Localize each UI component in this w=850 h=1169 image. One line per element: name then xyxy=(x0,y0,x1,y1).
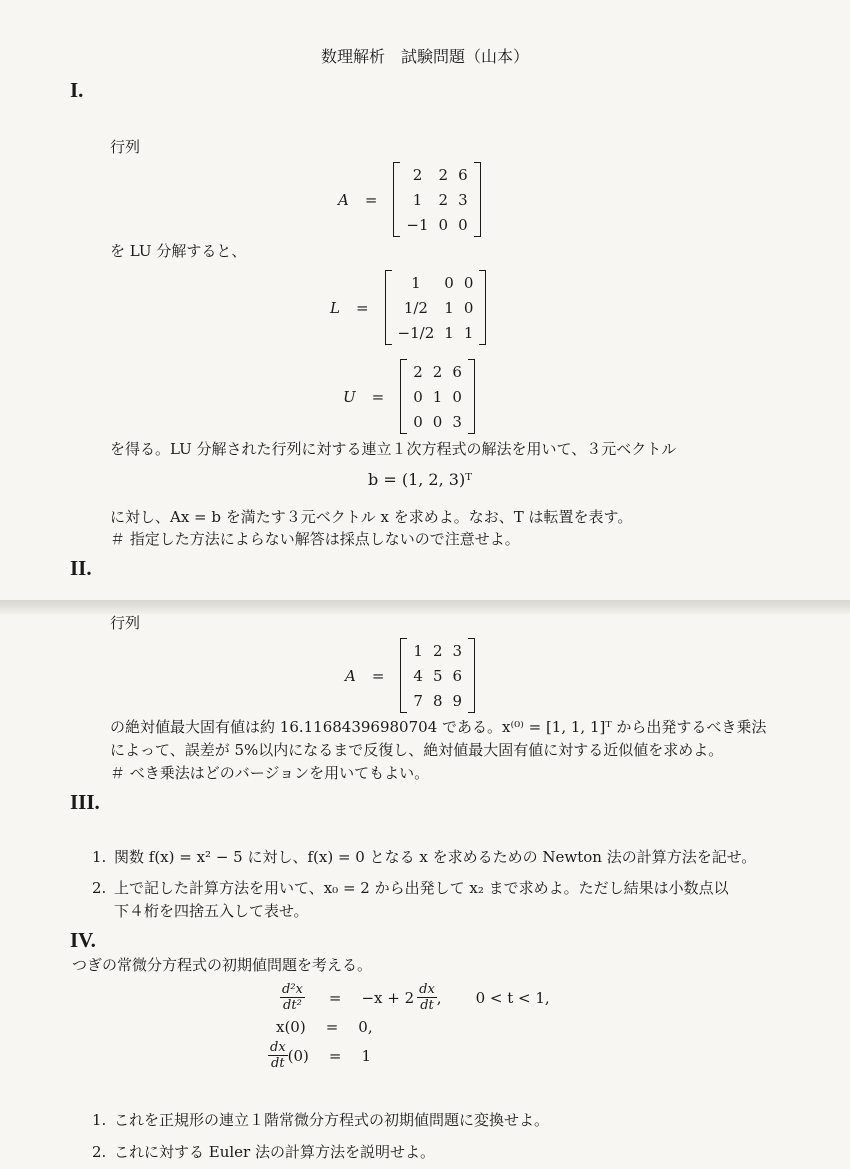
s1-intro: 行列 xyxy=(110,138,141,156)
matrix-cell: 1 xyxy=(412,190,423,209)
matrix-cell: −1/2 xyxy=(397,323,435,342)
vector-b: b = (1, 2, 3)ᵀ xyxy=(368,470,472,489)
s1-text1: を得る。LU 分解された行列に対する連立１次方程式の解法を用いて、３元ベクトル xyxy=(110,440,677,458)
matrix-cell: 1 xyxy=(413,641,423,660)
page-title: 数理解析 試験問題（山本） xyxy=(320,47,529,66)
matrix-cell: 2 xyxy=(412,165,423,184)
matrix-cell: 3 xyxy=(458,190,468,209)
section-label-4: IV. xyxy=(70,928,96,952)
matrix-cell: 0 xyxy=(463,273,474,292)
list-item: 1. これを正規形の連立１階常微分方程式の初期値問題に変換せよ。 xyxy=(92,1111,550,1129)
matrix-cell: 0 xyxy=(432,412,443,431)
s1-text2: に対し、Ax = b を満たす３元ベクトル x を求めよ。なお、T は転置を表す。 xyxy=(110,508,633,526)
s1-mid-text: を LU 分解すると、 xyxy=(110,242,247,260)
matrix-A-2: A = 1 2 3 4 5 6 7 8 9 xyxy=(345,638,475,713)
s2-text1: の絶対値最大固有値は約 16.11684396980704 である。x⁽⁰⁾ = [1, 1, 1]ᵀ から出発するべき乗法 xyxy=(110,718,767,736)
matrix-cell: 2 xyxy=(413,362,423,381)
s1-text3: ＃ 指定した方法によらない解答は採点しないので注意せよ。 xyxy=(110,530,520,548)
matrix-cell: 6 xyxy=(452,666,463,685)
matrix-cell: 6 xyxy=(458,165,468,184)
matrix-cell: 2 xyxy=(438,190,449,209)
matrix-cell: 0 xyxy=(444,273,454,292)
matrix-A-1: A = 2 2 6 1 2 3 −1 0 0 xyxy=(338,162,481,237)
matrix-cell: 8 xyxy=(432,691,443,710)
matrix-cell: 9 xyxy=(452,691,463,710)
initial-condition-x: x(0) = 0, xyxy=(276,1018,373,1036)
matrix-cell: 6 xyxy=(452,362,462,381)
matrix-cell: 0 xyxy=(452,387,462,406)
list-item-continuation: 下４桁を四捨五入して表せ。 xyxy=(114,902,309,920)
matrix-cell: 0 xyxy=(458,215,468,234)
matrix-cell: −1 xyxy=(406,215,429,234)
matrix-U: U = 2 2 6 0 1 0 0 0 3 xyxy=(343,359,475,434)
matrix-cell: 1 xyxy=(411,273,421,292)
matrix-cell: 1 xyxy=(432,387,443,406)
matrix-cell: 1 xyxy=(444,298,454,317)
matrix-cell: 4 xyxy=(413,666,423,685)
matrix-cell: 0 xyxy=(438,215,449,234)
s2-text2: によって、誤差が 5%以内になるまで反復し、絶対値最大固有値に対する近似値を求めよ。 xyxy=(110,741,724,759)
matrix-cell: 2 xyxy=(432,641,443,660)
list-item: 2. これに対する Euler 法の計算方法を説明せよ。 xyxy=(92,1143,435,1161)
s2-intro: 行列 xyxy=(110,614,141,632)
s4-intro: つぎの常微分方程式の初期値問題を考える。 xyxy=(72,956,373,974)
matrix-cell: 0 xyxy=(463,298,474,317)
section-label-1: I. xyxy=(70,78,84,102)
matrix-cell: 0 xyxy=(413,412,423,431)
ode-equation: $\frac{\text{d²x}}{\text{dt²}}$ = −x + 2 $\frac{dx}{dt}$ , 0 < t < 1, xyxy=(282,982,550,1013)
section-label-2: II. xyxy=(70,556,92,580)
matrix-cell: 3 xyxy=(452,412,462,431)
matrix-cell: 1/2 xyxy=(403,298,428,317)
matrix-cell: 7 xyxy=(413,691,423,710)
s2-text3: ＃ べき乗法はどのバージョンを用いてもよい。 xyxy=(110,764,430,782)
matrix-cell: 2 xyxy=(432,362,443,381)
matrix-cell: 5 xyxy=(432,666,443,685)
matrix-cell: 3 xyxy=(452,641,463,660)
matrix-cell: 1 xyxy=(444,323,454,342)
section-label-3: III. xyxy=(70,790,100,814)
matrix-L: L = 1 0 0 1/2 1 0 −1/2 1 1 xyxy=(330,270,486,345)
matrix-cell: 0 xyxy=(413,387,423,406)
matrix-cell: 2 xyxy=(438,165,449,184)
list-item: 1. 関数 f(x) = x² − 5 に対し、f(x) = 0 となる x を求めるための Newton 法の計算方法を記せ。 xyxy=(92,848,757,866)
initial-condition-dx: $\frac{dx}{dt}$ (0) = 1 xyxy=(270,1040,372,1071)
matrix-cell: 1 xyxy=(463,323,474,342)
list-item: 2. 上で記した計算方法を用いて、x₀ = 2 から出発して x₂ まで求めよ。ただし結果は小数点以 xyxy=(92,879,729,897)
